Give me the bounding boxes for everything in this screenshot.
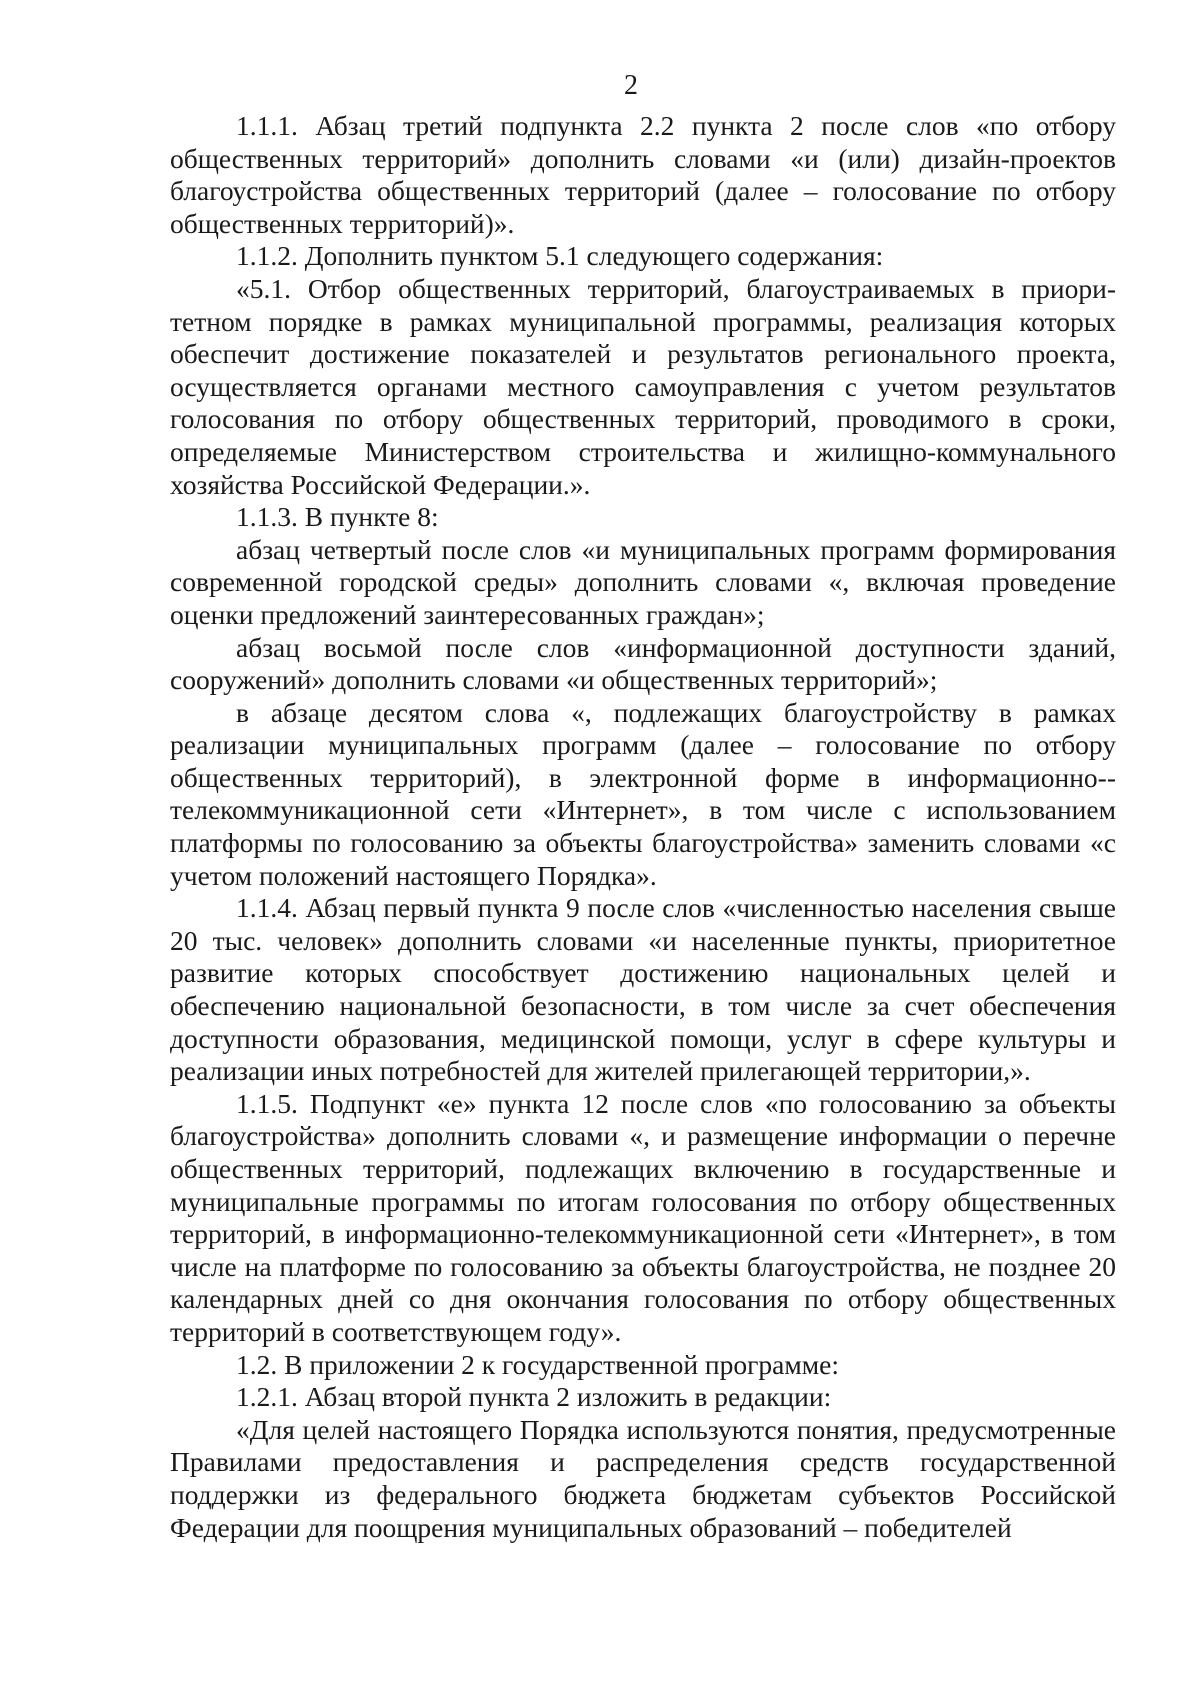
paragraph-1-1-5: 1.1.5. Подпункт «е» пункта 12 после слов «по голосованию за объекты благоустройства» дополнить словами «, и размещение информации о перечне общественных территорий, подлежащих включению в государственные и муниципальные программы по итогам голосования по отбору общественных территорий, в информационно-телекоммуникационной сети «Интернет», в том числе на платформе по голосованию за объекты благоустройства, не позднее 20 календарных дней со дня окончания голосования по отбору общественных территорий в соответствующем году». [170, 1087, 1116, 1347]
paragraph-1-1-3: 1.1.3. В пункте 8: [236, 501, 439, 533]
paragraph-definitions-quote: «Для целей настоящего Порядка используются понятия, предусмотренные Правилами предоставления и распределения средств государственной поддержки из федерального бюджета бюджетам субъектов Российской Федерации для поощрения муниципальных образований – победителей [170, 1413, 1116, 1543]
page-number: 2 [624, 70, 638, 101]
paragraph-abzac-8: абзац восьмой после слов «информационной доступности зданий, сооружений» дополнить словами «и общественных территорий»; [170, 631, 1116, 696]
paragraph-1-1-4: 1.1.4. Абзац первый пункта 9 после слов «численностью населения свыше 20 тыс. человек» дополнить словами «и населенные пункты, приоритетное развитие которых способствует достижению национальных целей и обеспечению национальной безопасности, в том числе за счет обеспечения доступности образования, медицинской помощи, услуг в сфере культуры и реализации иных потребностей для жителей прилегающей территории,». [170, 892, 1116, 1087]
paragraph-1-1-1: 1.1.1. Абзац третий подпункта 2.2 пункта 2 после слов «по отбору общественных территорий» дополнить словами «и (или) дизайн-проектов благоустройства общественных территорий (далее – голосование по отбору общественных территорий)». [170, 110, 1116, 239]
paragraph-5-1-quote: «5.1. Отбор общественных территорий, благоустраиваемых в приоритетном порядке в рамках муниципальной программы, реализация которых обеспечит достижение показателей и результатов регионального проекта, осуществляется органами местного самоуправления с учетом результатов голосования по отбору общественных территорий, проводимого в сроки, определяемые Министерством строительства и жилищно-коммунального хозяйства Российской Федерации.». [170, 272, 1116, 500]
paragraph-1-2-1: 1.2.1. Абзац второй пункта 2 изложить в редакции: [236, 1381, 832, 1413]
document-body [170, 110, 1116, 1544]
paragraph-abzac-4: абзац четвертый после слов «и муниципальных программ формирования современной городской среды» дополнить словами «, включая проведение оценки предложений заинтересованных граждан»; [170, 533, 1116, 630]
paragraph-abzac-10: в абзаце десятом слова «, подлежащих благоустройству в рамках реализации муниципальных программ (далее – голосование по отбору общественных территорий), в электронной форме в информационно-телекоммуникационной сети «Интернет», в том числе с использованием платформы по голосованию за объекты благоустройства» заменить словами «с учетом положений настоящего Порядка». [170, 696, 1116, 891]
paragraph-1-2: 1.2. В приложении 2 к государственной программе: [236, 1348, 840, 1380]
paragraph-1-1-2: 1.1.2. Дополнить пунктом 5.1 следующего содержания: [236, 240, 884, 272]
